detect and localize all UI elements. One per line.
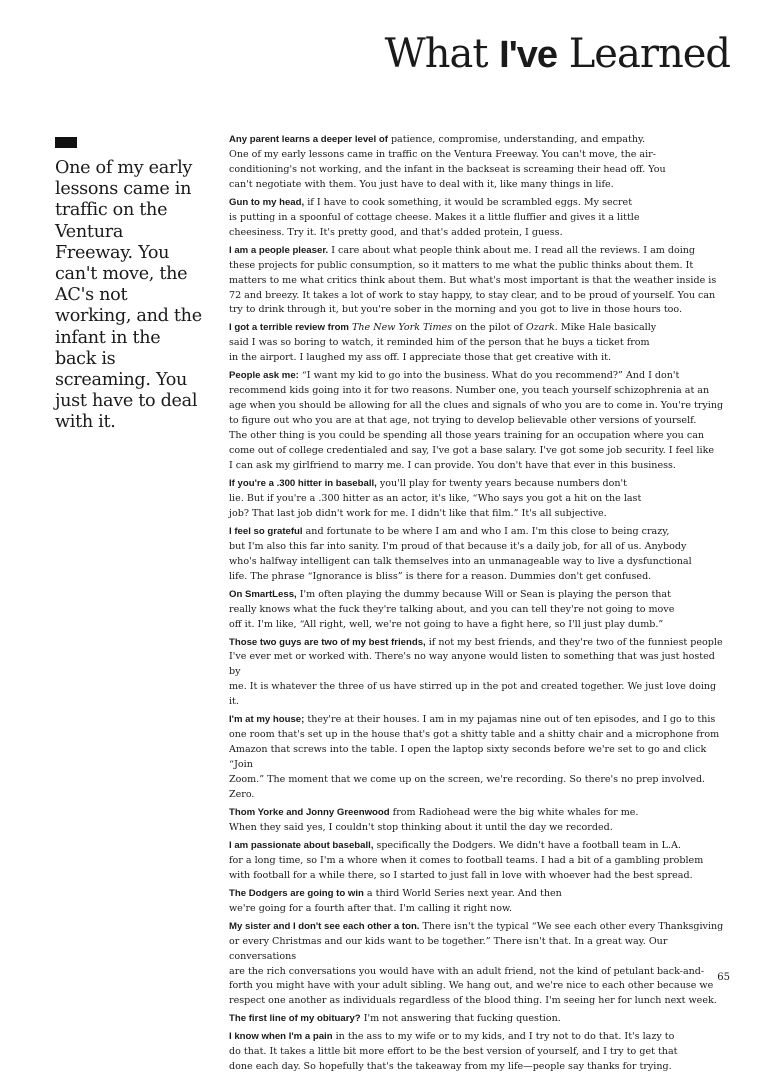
article-body <box>229 133 729 1078</box>
paragraph <box>229 321 729 366</box>
paragraph <box>229 244 729 319</box>
paragraph-lead: I got a terrible review from <box>229 322 349 334</box>
paragraph-lead: I know when I'm a pain <box>229 1031 333 1043</box>
paragraph-text: “I want my kid to go into the business. What do you recommend?” And I don't recommend kids going into it for two reasons. Number one, you teach yourself schizophrenia at an age when you should be allowing for all the clues and signals of who you are to come in. You're trying to figure out who you are at that age, not trying to develop believable other versions of yourself. The other thing is you could be spending all those years training for an occupation where you can come out of college credentialed and say, I've got a base salary. I've got some job security. I feel like I can ask my girlfriend to marry me. I can provide. You don't have that ever in this business. <box>229 370 724 472</box>
paragraph-text: if not my best friends, and they're two of the funniest people I've ever met or worked with. There's no way anyone would listen to something that was just hosted by me. It is whatever the three of us have stirred up in the pot and created together. We just love doing it. <box>229 636 723 708</box>
paragraph-text: . Mike Hale basically said I was so boring to watch, it reminded him of the person that he buys a ticket from in the airport. I laughed my ass off. I appreciate those that get creative with it. <box>229 322 657 364</box>
paragraph-text: I care about what people think about me. I read all the reviews. I am doing these projects for public consumption, so it matters to me what the public thinks about them. It matters to me what critics think about them. But what's most important is that the weather inside is 72 and breezy. It takes a lot of work to stay happy, to stay clear, and to be proud of yourself. You can try to drink through it, but you're sober in the morning and you got to live in those hours too. <box>229 244 717 316</box>
paragraph-text: patience, compromise, understanding, and empathy. One of my early lessons came in traffic on the Ventura Freeway. You can't move, the air- conditioning's not working, and the infant in the backseat is screaming their head off. You can't negotiate with them. You just have to deal with it, like many things in life. <box>229 134 666 190</box>
paragraph-lead: I am passionate about baseball, <box>229 839 374 851</box>
paragraph <box>229 636 729 711</box>
paragraph-text: if I have to cook something, it would be scrambled eggs. My secret is putting in a spoonful of cottage cheese. Makes it a little fluffier and gives it a little cheesiness. Try it. It's pretty good, and that's added protein, I guess. <box>229 196 640 238</box>
paragraph-text: you'll play for twenty years because numbers don't lie. But if you're a .300 hitter as an actor, it's like, “Who says you got a hit on the last job? That last job didn't work for me. I didn't like that film.” It's all subjective. <box>229 477 642 519</box>
paragraph-lead: Thom Yorke and Jonny Greenwood <box>229 806 390 818</box>
paragraph <box>229 1012 729 1027</box>
paragraph <box>229 525 729 585</box>
redaction-bar <box>55 137 77 148</box>
paragraph-text: a third World Series next year. And then we're going for a fourth after that. I'm calling it right now. <box>229 887 562 914</box>
page-title <box>385 30 730 77</box>
paragraph-text: I'm often playing the dummy because Will or Sean is playing the person that really knows what the fuck they're talking about, and you can tell they're not going to move off it. I'm like, “All right, well, we're not going to have a fight here, so I'll just play dumb.” <box>229 588 675 630</box>
paragraph-lead: If you're a .300 hitter in baseball, <box>229 477 377 489</box>
paragraph-lead: On SmartLess, <box>229 588 297 600</box>
paragraph <box>229 477 729 522</box>
paragraph <box>229 806 729 836</box>
paragraph <box>229 1030 729 1075</box>
paragraph-lead: The first line of my obituary? <box>229 1013 361 1025</box>
paragraph <box>229 588 729 633</box>
paragraph <box>229 369 729 474</box>
paragraph-lead: People ask me: <box>229 370 299 382</box>
italic-title: The New York Times <box>352 322 453 334</box>
paragraph-text: on the pilot of <box>452 322 526 334</box>
paragraph-text: from Radiohead were the big white whales for me. When they said yes, I couldn't stop thinking about it until the day we recorded. <box>229 806 639 833</box>
page-number: 65 <box>717 972 730 983</box>
paragraph-lead: I'm at my house; <box>229 714 305 726</box>
paragraph-text: and fortunate to be where I am and who I am. I'm this close to being crazy, but I'm also this far into sanity. I'm proud of that because it's a daily job, for all of us. Anybody who's halfway intelligent can talk themselves into an unmanageable way to live a dysfunctional life. The phrase “Ignorance is bliss” is there for a reason. Dummies don't get confused. <box>229 525 692 582</box>
paragraph-lead: I feel so grateful <box>229 525 303 537</box>
paragraph-lead: Any parent learns a deeper level of <box>229 134 388 145</box>
title-part-learned: Learned <box>557 31 730 77</box>
title-part-what: What <box>384 31 500 77</box>
paragraph-lead: Those two guys are two of my best friends, <box>229 636 426 648</box>
paragraph-text: I'm not answering that fucking question. <box>360 1013 561 1025</box>
paragraph-text: specifically the Dodgers. We didn't have a football team in L.A. for a long time, so I'm a whore when it comes to football teams. I had a bit of a gambling problem with football for a while there, so I started to just fall in love with whoever had the best spread. <box>229 839 704 881</box>
paragraph-text: they're at their houses. I am in my pajamas nine out of ten episodes, and I go to this one room that's set up in the house that's got a shitty table and a shitty chair and a microphone from Amazon that screws into the table. I open the laptop sixty seconds before we're set to go and click “Join Zoom.” The moment that we come up on the screen, we're recording. So there's no prep involved. Zero. <box>229 714 720 801</box>
pull-quote: One of my early lessons came in traffic on the Ventura Freeway. You can't move, the AC's not working, and the infant in the back is screaming. You just have to deal with it. <box>55 158 202 433</box>
paragraph-text: in the ass to my wife or to my kids, and I try not to do that. It's lazy to do that. It takes a little bit more effort to be the best version of yourself, and I try to get that done each day. So hopefully that's the takeaway from my life—people say thanks for trying. <box>229 1031 678 1073</box>
paragraph <box>229 839 729 884</box>
paragraph-text: There isn't the typical “We see each other every Thanksgiving or every Christmas and our kids want to be together.” There isn't that. In a great way. Our conversations are the rich conversations you would have with an adult friend, not the kind of petulant back-and- forth you might have with your adult sibling. We hang out, and we're nice to each other because we respect one another as individuals regardless of the blood thing. I'm seeing her for lunch next week. <box>229 920 724 1007</box>
paragraph-lead: Gun to my head, <box>229 196 305 208</box>
italic-title: Ozark <box>525 322 555 334</box>
paragraph <box>229 713 729 803</box>
paragraph-lead: My sister and I don't see each other a ton. <box>229 920 420 932</box>
title-part-ive: I've <box>499 34 558 76</box>
paragraph-lead: The Dodgers are going to win <box>229 887 364 899</box>
paragraph <box>229 887 729 917</box>
paragraph <box>229 133 729 193</box>
paragraph <box>229 196 729 241</box>
paragraph <box>229 920 729 1010</box>
paragraph-lead: I am a people pleaser. <box>229 244 329 256</box>
